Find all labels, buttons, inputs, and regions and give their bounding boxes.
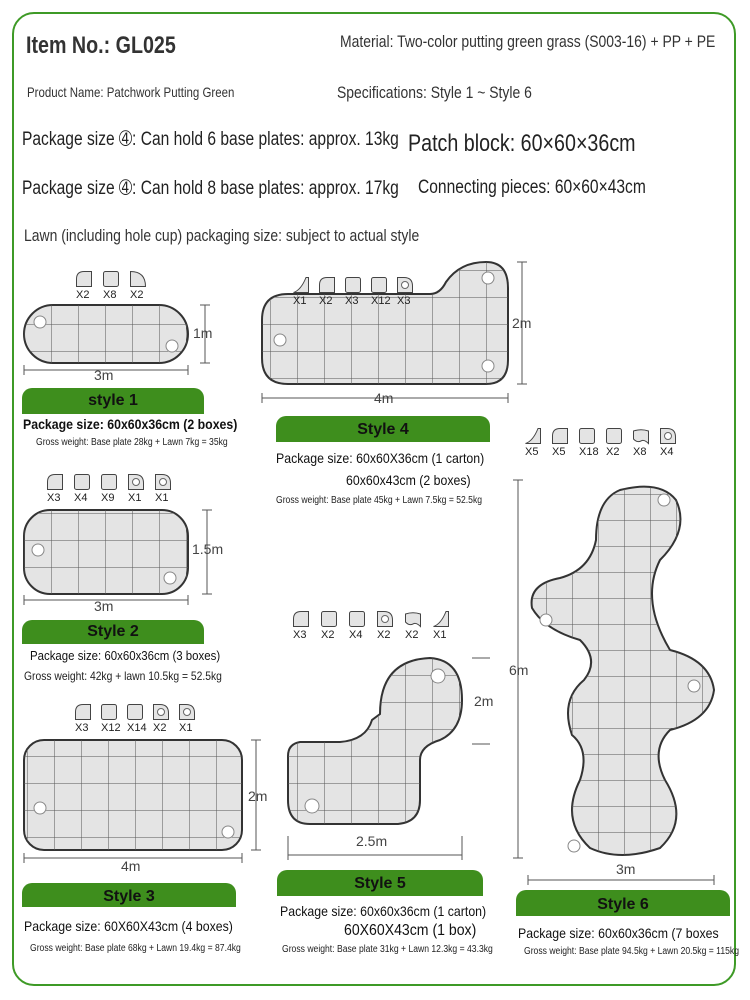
piece-count: X4 (660, 446, 674, 458)
wave-piece-icon (632, 427, 650, 445)
style2-layout (24, 510, 188, 594)
style5-package-size: Package size: 60x60x36cm (1 carton) (280, 903, 487, 919)
piece-count: X5 (525, 446, 539, 458)
style2-package-size: Package size: 60x60x36cm (3 boxes) (30, 648, 221, 663)
square-piece-icon (126, 703, 144, 721)
piece-count: X2 (405, 629, 419, 641)
style4-package-size-2: 60x60x43cm (2 boxes) (346, 472, 471, 488)
hole-piece-icon (659, 427, 677, 445)
style2-height-label: 1.5m (192, 541, 224, 557)
style6-package-size: Package size: 60x60x36cm (7 boxes (518, 925, 719, 941)
corner-piece-icon (292, 610, 310, 628)
style2-gross-weight: Gross weight: 42kg + lawn 10.5kg = 52.5kg (24, 669, 222, 683)
style5-width-label: 2.5m (356, 833, 388, 849)
piece-count: X2 (606, 446, 620, 458)
piece-count: X2 (319, 295, 333, 307)
corner-piece-icon (74, 703, 92, 721)
corner-piece-icon (551, 427, 569, 445)
piece-count: X1 (128, 492, 142, 504)
piece-count: X3 (75, 722, 89, 734)
style3-title: Style 3 (103, 888, 155, 905)
square-piece-icon (100, 473, 118, 491)
piece-count: X3 (47, 492, 61, 504)
style3-layout (24, 740, 242, 850)
curve-piece-icon (292, 276, 310, 294)
style5-layout (288, 658, 462, 824)
square-piece-icon (73, 473, 91, 491)
piece-count: X3 (345, 295, 359, 307)
piece-count: X4 (74, 492, 88, 504)
style3-package-size: Package size: 60X60X43cm (4 boxes) (24, 918, 233, 934)
hole-piece-icon (154, 473, 172, 491)
square-piece-icon (320, 610, 338, 628)
package-size-2: Package size ➃: Can hold 8 base plates: approx. 17kg (22, 178, 399, 199)
square-piece-icon (605, 427, 623, 445)
piece-count: X2 (321, 629, 335, 641)
style3-width-label: 4m (121, 858, 141, 874)
corner-piece-icon (75, 270, 93, 288)
piece-count: X2 (377, 629, 391, 641)
piece-count: X1 (155, 492, 169, 504)
piece-count: X5 (552, 446, 566, 458)
piece-count: X1 (293, 295, 307, 307)
style3-gross-weight: Gross weight: Base plate 68kg + Lawn 19.4kg = 87.4kg (30, 943, 241, 954)
style4-gross-weight: Gross weight: Base plate 45kg + Lawn 7.5kg = 52.5kg (276, 495, 483, 506)
hole-piece-icon (376, 610, 394, 628)
style6-gross-weight: Gross weight: Base plate 94.5kg + Lawn 20.5kg = 115kg (524, 946, 739, 957)
piece-count: X9 (101, 492, 115, 504)
piece-count: X18 (579, 446, 599, 458)
square-piece-icon (102, 270, 120, 288)
piece-count: X12 (101, 722, 121, 734)
square-piece-icon (344, 276, 362, 294)
specifications-text: Specifications: Style 1 ~ Style 6 (337, 83, 532, 102)
style1-gross-weight: Gross weight: Base plate 28kg + Lawn 7kg = 35kg (36, 437, 228, 448)
hole-piece-icon (127, 473, 145, 491)
patch-block-size: Patch block: 60×60×36cm (408, 130, 636, 157)
style5-package-size-2: 60X60X43cm (1 box) (344, 922, 477, 939)
piece-count: X14 (127, 722, 147, 734)
corner-piece-icon (318, 276, 336, 294)
piece-count: X2 (153, 722, 167, 734)
style1-title: style 1 (88, 392, 138, 409)
piece-count: X1 (179, 722, 193, 734)
style6-width-label: 3m (616, 861, 636, 877)
style1-layout (24, 305, 188, 363)
piece-count: X12 (371, 295, 391, 307)
style6-layout (532, 487, 714, 855)
style2-width-label: 3m (94, 598, 114, 614)
style6-title: Style 6 (597, 896, 649, 913)
wave-piece-icon (404, 610, 422, 628)
curve-piece-icon (432, 610, 450, 628)
square-piece-icon (578, 427, 596, 445)
corner-piece-icon (46, 473, 64, 491)
style1-package-size: Package size: 60x60x36cm (2 boxes) (23, 416, 238, 432)
curve-piece-icon (524, 427, 542, 445)
product-name: Product Name: Patchwork Putting Green (27, 84, 235, 100)
lawn-packaging-note: Lawn (including hole cup) packaging size: subject to actual style (24, 226, 420, 245)
piece-count: X8 (633, 446, 647, 458)
hole-piece-icon (396, 276, 414, 294)
piece-count: X4 (349, 629, 363, 641)
piece-count: X2 (76, 289, 90, 301)
item-number: Item No.: GL025 (26, 32, 176, 59)
style5-height-label: 2m (474, 693, 494, 709)
hole-piece-icon (178, 703, 196, 721)
style4-width-label: 4m (374, 390, 394, 406)
style2-title: Style 2 (87, 623, 139, 640)
style1-width-label: 3m (94, 367, 114, 383)
square-piece-icon (348, 610, 366, 628)
style3-height-label: 2m (248, 788, 268, 804)
piece-count: X3 (293, 629, 307, 641)
quarter-round-piece-icon (129, 270, 147, 288)
piece-count: X1 (433, 629, 447, 641)
hole-piece-icon (152, 703, 170, 721)
piece-count: X2 (130, 289, 144, 301)
style5-title: Style 5 (354, 875, 406, 892)
style5-gross-weight: Gross weight: Base plate 31kg + Lawn 12.3kg = 43.3kg (282, 944, 493, 955)
style6-height-label: 6m (509, 662, 529, 678)
material-text: Material: Two-color putting green grass (S003-16) + PP + PE (340, 32, 716, 51)
style4-package-size: Package size: 60x60X36cm (1 carton) (276, 450, 485, 466)
piece-count: X3 (397, 295, 411, 307)
style4-title: Style 4 (357, 421, 409, 438)
style1-height-label: 1m (193, 325, 213, 341)
square-piece-icon (100, 703, 118, 721)
square-piece-icon (370, 276, 388, 294)
piece-count: X8 (103, 289, 117, 301)
package-size-1: Package size ➃: Can hold 6 base plates: approx. 13kg (22, 129, 399, 150)
style4-height-label: 2m (512, 315, 532, 331)
connecting-pieces-size: Connecting pieces: 60×60×43cm (418, 177, 646, 198)
